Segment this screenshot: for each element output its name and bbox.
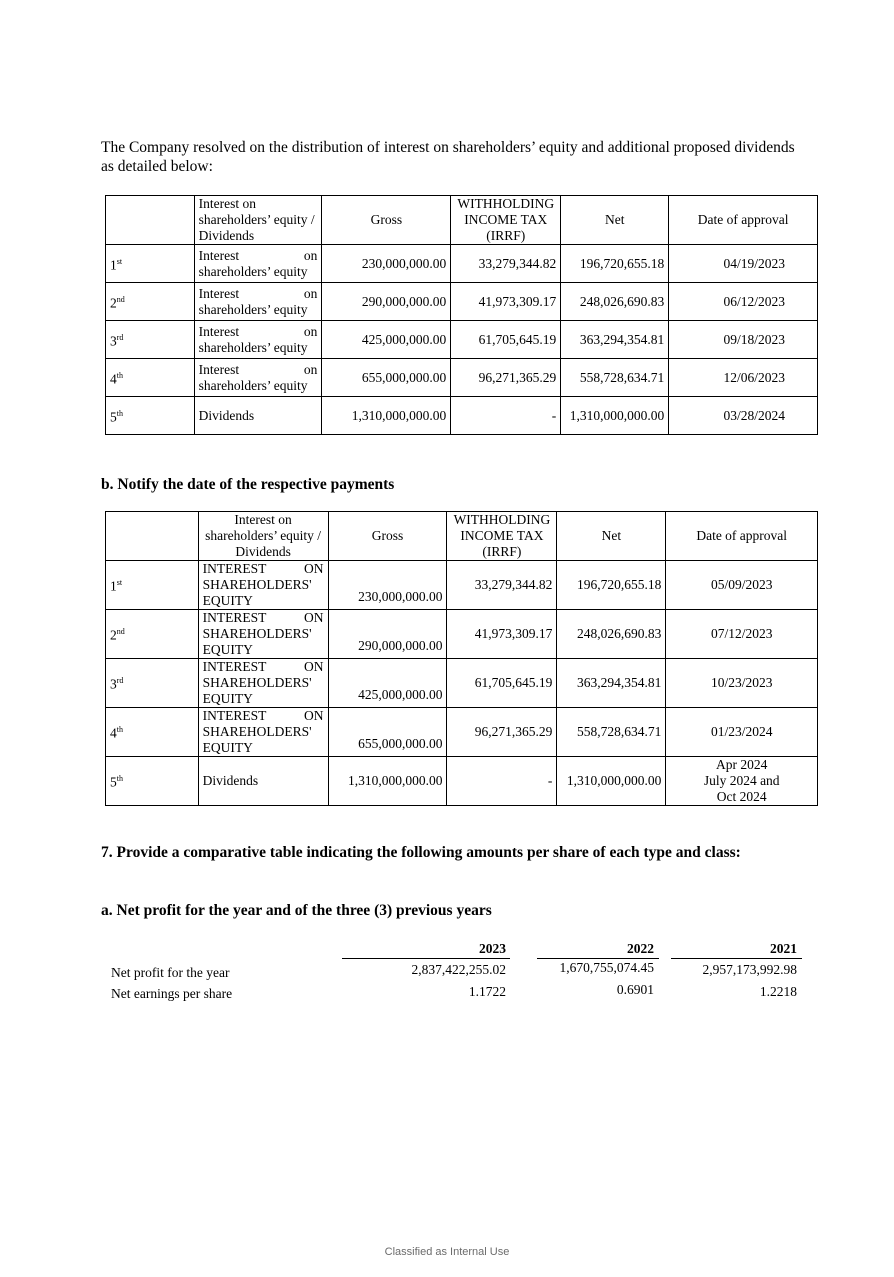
row-net: 558,728,634.71 — [561, 359, 669, 397]
row-gross: 1,310,000,000.00 — [328, 757, 447, 806]
header-type: Interest on shareholders’ equity / Dividends — [198, 512, 328, 561]
header-net: Net — [561, 196, 669, 245]
row-tax: 41,973,309.17 — [451, 283, 561, 321]
row-value: 1.1722 — [468, 984, 506, 999]
row-ordinal: 5th — [106, 757, 199, 806]
row-ordinal: 5th — [106, 397, 195, 435]
year-header: 2022 — [627, 941, 654, 956]
header-gross: Gross — [322, 196, 451, 245]
row-gross: 655,000,000.00 — [328, 708, 447, 757]
row-label: Net profit for the year — [111, 965, 230, 980]
row-type: INTEREST ON SHAREHOLDERS' EQUITY — [198, 708, 328, 757]
row-label: Net earnings per share — [111, 986, 233, 1001]
row-date: 07/12/2023 — [666, 610, 818, 659]
row-date: 09/18/2023 — [669, 321, 818, 359]
year-header: 2023 — [479, 941, 506, 956]
row-tax: 96,271,365.29 — [451, 359, 561, 397]
row-gross: 425,000,000.00 — [322, 321, 451, 359]
row-net: 196,720,655.18 — [561, 245, 669, 283]
row-type: Dividends — [198, 757, 328, 806]
row-type: Interest on shareholders’ equity — [194, 321, 322, 359]
row-date: 12/06/2023 — [669, 359, 818, 397]
row-value: 1,670,755,074.45 — [559, 960, 654, 975]
row-net: 363,294,354.81 — [557, 659, 666, 708]
row-gross: 290,000,000.00 — [322, 283, 451, 321]
section-a-heading: a. Net profit for the year and of the three (3) previous years — [101, 902, 492, 919]
row-net: 1,310,000,000.00 — [557, 757, 666, 806]
row-type: INTEREST ON SHAREHOLDERS' EQUITY — [198, 659, 328, 708]
row-value: 2,837,422,255.02 — [411, 962, 506, 977]
row-tax: 33,279,344.82 — [447, 561, 557, 610]
row-tax: 33,279,344.82 — [451, 245, 561, 283]
row-gross: 230,000,000.00 — [322, 245, 451, 283]
row-type: INTEREST ON SHAREHOLDERS' EQUITY — [198, 610, 328, 659]
row-tax: 61,705,645.19 — [447, 659, 557, 708]
row-value: 2,957,173,992.98 — [702, 962, 797, 977]
header-type: Interest on shareholders’ equity / Dividends — [194, 196, 322, 245]
row-value: 1.2218 — [759, 984, 797, 999]
row-gross: 655,000,000.00 — [322, 359, 451, 397]
row-gross: 1,310,000,000.00 — [322, 397, 451, 435]
classification-footer: Classified as Internal Use — [384, 1246, 510, 1258]
row-tax: - — [447, 757, 557, 806]
row-net: 196,720,655.18 — [557, 561, 666, 610]
row-ordinal: 2nd — [106, 283, 195, 321]
header-tax: WITHHOLDING INCOME TAX (IRRF) — [451, 196, 561, 245]
row-ordinal: 1st — [106, 245, 195, 283]
row-date: 03/28/2024 — [669, 397, 818, 435]
row-tax: - — [451, 397, 561, 435]
row-net: 558,728,634.71 — [557, 708, 666, 757]
row-tax: 41,973,309.17 — [447, 610, 557, 659]
year-underline — [342, 958, 510, 959]
row-type: INTEREST ON SHAREHOLDERS' EQUITY — [198, 561, 328, 610]
year-header: 2021 — [770, 941, 797, 956]
row-ordinal: 3rd — [106, 321, 195, 359]
header-date: Date of approval — [666, 512, 818, 561]
row-tax: 96,271,365.29 — [447, 708, 557, 757]
header-net: Net — [557, 512, 666, 561]
row-type: Interest on shareholders’ equity — [194, 245, 322, 283]
row-type: Interest on shareholders’ equity — [194, 283, 322, 321]
row-gross: 425,000,000.00 — [328, 659, 447, 708]
row-gross: 230,000,000.00 — [328, 561, 447, 610]
row-date: 04/19/2023 — [669, 245, 818, 283]
year-underline — [537, 958, 659, 959]
row-date: 05/09/2023 — [666, 561, 818, 610]
section-b-heading: b. Notify the date of the respective payments — [101, 476, 395, 493]
section-7-heading: 7. Provide a comparative table indicating the following amounts per share of each type and class: — [101, 844, 741, 861]
row-ordinal: 4th — [106, 359, 195, 397]
row-ordinal: 3rd — [106, 659, 199, 708]
row-ordinal: 4th — [106, 708, 199, 757]
row-date: 06/12/2023 — [669, 283, 818, 321]
row-ordinal: 1st — [106, 561, 199, 610]
row-net: 363,294,354.81 — [561, 321, 669, 359]
row-date: 01/23/2024 — [666, 708, 818, 757]
header-date: Date of approval — [669, 196, 818, 245]
row-type: Dividends — [194, 397, 322, 435]
intro-paragraph: The Company resolved on the distribution of interest on shareholders’ equity and additional proposed dividends as detailed below: — [101, 139, 795, 175]
row-tax: 61,705,645.19 — [451, 321, 561, 359]
row-net: 248,026,690.83 — [557, 610, 666, 659]
header-gross: Gross — [328, 512, 447, 561]
row-net: 248,026,690.83 — [561, 283, 669, 321]
row-type: Interest on shareholders’ equity — [194, 359, 322, 397]
row-value: 0.6901 — [616, 982, 654, 997]
row-ordinal: 2nd — [106, 610, 199, 659]
row-date: Apr 2024 July 2024 and Oct 2024 — [666, 757, 818, 806]
row-net: 1,310,000,000.00 — [561, 397, 669, 435]
year-underline — [671, 958, 802, 959]
row-date: 10/23/2023 — [666, 659, 818, 708]
header-tax: WITHHOLDING INCOME TAX (IRRF) — [447, 512, 557, 561]
row-gross: 290,000,000.00 — [328, 610, 447, 659]
